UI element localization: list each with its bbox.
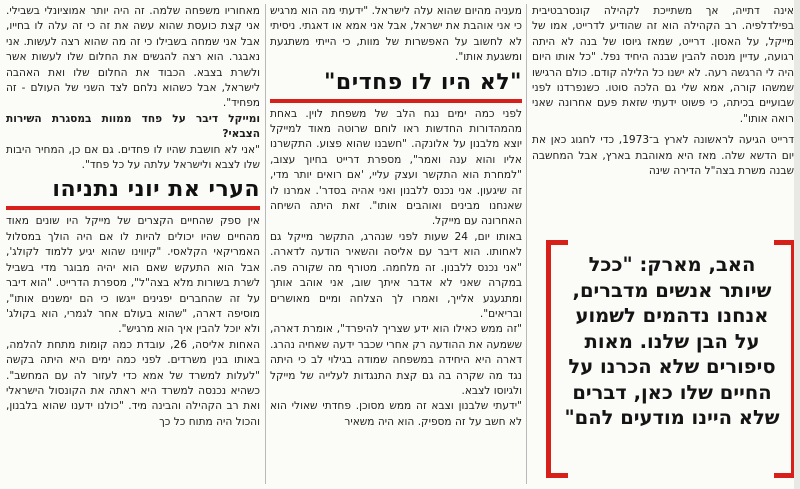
paragraph: דרייט הגיעה לראשונה לארץ ב־1973, כדי לחגוג כאן את יום הדשא שלה. מאז היא מאוהבת בארץ, אבל המחשבה שבנה משרת בצה"ל הדירה שינה (532, 134, 794, 178)
paragraph: מאחוריו משפחה שלמה. זה היה יותר אמוציונלי בשבילי. אני קצת כועסת שהוא עשה את זה כי זה עלה לו בחייו, אבל אני שמחה בשבילו כי זה מה שהוא רצה לעשות. אני נאבגר. הוא רצה להגשים את החלום שלו לעשות אשר ולשרת בצבא. הכבוד את החלום שלו ואת האהבה לישראל, אבל כשהוא נלחם לצד השני של העולם - זה מפחיד". (6, 5, 260, 110)
paragraph: לפני כמה ימים נגח הלב של משפחת לוין. באחת מהמהדורות החדשות ראו לוחם שרוטה מאוד למייקל יוצא מלבנון על אלונקה. "חשבנו שהוא פצוע. התקשרנו אליו והוא ענה ואמר", מספרת דרייט בחיוך עצוב, "למחרת הוא התקשר ועצק עליי, 'אם רואים יותר מדי, זה שיגעון. אני נכנס ללבנון ואני אהיה בסדר'. אמרנו לו שאנחנו מבינים ואוהבים אותו". זאת היתה השיחה האחרונה עם מייקל. (270, 107, 522, 228)
column-divider (265, 4, 266, 484)
quote-bracket (774, 240, 796, 245)
section-heading: הערי את יוני נתניהו (52, 177, 260, 203)
article-column-left (6, 4, 260, 486)
article-column-right (532, 4, 794, 216)
paragraph: אינה דתייה, אך משתייכת לקהילה קונסרבטיבית בפילדלפיה. רב הקהילה הוא זה שהודיע לדרייט, אמו של מייקל, על האסון. דרייט, שמאז גיוסו של בנה לא היתה רגועה, עדיין מנסה להבין שבנה היחיד נפל. "כל אותו היום היה לי הרגשה רעה. לא ישנו כל הלילה קודם. כולם הרגישו שמשהו קורה, אמא שלי גם הלכה סוטו. כשנפרדנו לפני שבועיים בכיתה, כי פשוט ידעתי שזאת פעם אחרונה שאני רואה אותו". (532, 5, 794, 125)
paragraph: "ידעתי שלבנון וצבא זה ממש מסוכן. פחדתי שאולי הוא לא חשב על זה מספיק. הוא היה משאיר (270, 400, 522, 428)
paragraph: "זה ממש כאילו הוא ידע שצריך להיפרד", אומרת דארה, ששמעה את ההודעה רק אחרי שכבר ידעה שאחיה נהרג. דארה היא היחידה במשפחה שמודה בגילוי לב כי היתה נגד מה שקרה בה גם קצת התנגדות לעלייה של מייקל ולגיוסו לצבא. (270, 323, 522, 397)
quote-bracket (546, 240, 568, 245)
quote-bracket (546, 473, 568, 478)
page-edge-shadow (794, 0, 800, 489)
heading-rule (6, 206, 260, 210)
paragraph: "אני לא חושבת שהיו לו פחדים. גם אם כן, המחיר היבות שלו לצבא ולישראל עלתה על כל פחד". (6, 143, 260, 172)
paragraph: באותו יום, 24 שעות לפני שנהרג, התקשר מייקל גם לאחותו. הוא דיבר עם אליסה והשאיר הודעה לדארה. "אני נכנס ללבנון. זה מלחמה. מטורף מה שקורה פה. במקרה שאני לא אדבר איתך שוב, אני אוהב אותך ומתגעגע אלייך, ואמרו לך הצלחה ומיים מאושרים ובריאים". (270, 230, 522, 320)
article-column-middle (270, 4, 522, 486)
pull-quote-text: האב, מארק: "ככל שיותר אנשים מדברים, אנחנו נדהמים לשמוע על הבן שלנו. מאות סיפורים שלא הכרנו על החיים שלו כאן, דברים שלא היינו מודעים להם" (564, 253, 780, 429)
pull-quote-box (546, 240, 796, 478)
quote-bracket (774, 473, 796, 478)
paragraph: האחות אליסה, 26, עובדת כמה קומות מתחת להלמה, באותו בנין משרדים. לפני כמה ימים היא היתה בקשה "לעלות למשרד של אמא כדי לעזור לה עם המחשב". כשהיא נכנסה למשרד היא ראתה את הקונסול הישראלי ואת רב הקהילה והבינה מיד. "כולנו ידענו שהוא בלבנון, והכול היה מתוח כל כך (6, 338, 260, 428)
interview-question: ומייקל דיבר על פחד ממוות במסגרת השירות הצבאי? (6, 112, 260, 141)
paragraph: מעניה מהיום שהוא עלה לישראל. "ידעתי מה הוא מרגיש כי אני אוהבת את ישראל, אבל אני אמא או דאגתי. ניסיתי לא לחשוב על האפשרות של מוות, כי הייתי משתגעת ומשגעת אותו". (270, 5, 522, 64)
section-heading: "לא היו לו פחדים" (323, 69, 522, 95)
column-divider (526, 4, 527, 484)
paragraph: אין ספק שהחיים הקצרים של מייקל היו שונים מאוד מהחיים שהיו יכולים להיות לו אם היה הולך במסלול האמריקאי הקלאסי. "קיווינו שהוא יגיע ללמוד לקולג', אבל הוא התעקש שאם הוא יהיה מבוגר מדי בשביל לשרת בשורות מלא בצה"ל", מספרת הדרייט. "הוא דיבר על זה שהחברים יפגינים ייגשו כי הם ימשנים אותו", מוסיפה דארה, "שהוא בעולם אחר לגמרי, הוא בקולג' ולא יוכל להבין איך הוא מרגיש". (6, 215, 260, 336)
heading-rule (270, 99, 522, 103)
